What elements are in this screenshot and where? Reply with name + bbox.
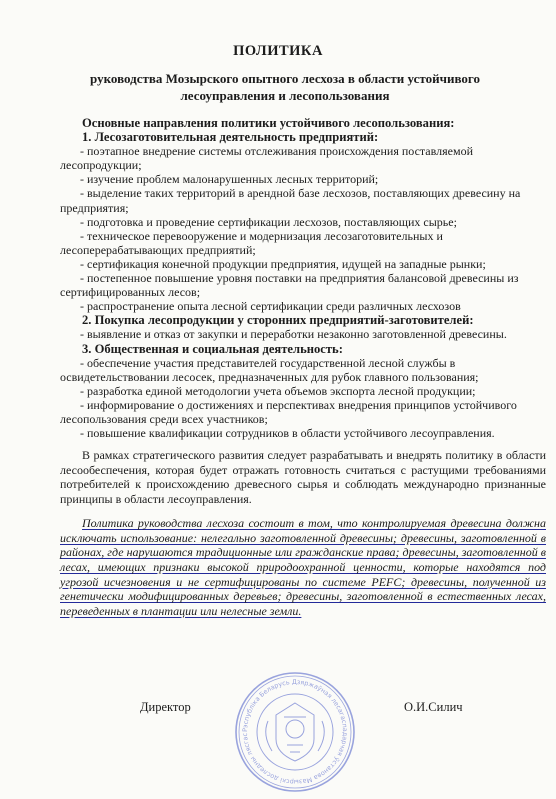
section-2-heading: 2. Покупка лесопродукции у сторонних предприятий-заготовителей: [82,313,474,328]
section-1-item: - изучение проблем малонарушенных лесных территорий; [80,172,379,187]
section-1-item: - техническое перевооружение и модернизация лесозаготовительных и лесоперерабатывающих предприятий; [60,228,443,257]
section-1-item: - постепенное повышение уровня поставки на предприятия балансовой древесины из сертифицированных лесов; [60,271,519,300]
stamp-text: Рэспубліка Беларусь Дзяржаўная лесагаспадарчая ўстанова Мазырскі доследны лясгас [240,677,350,787]
policy-statement-paragraph: Политика руководства лесхоза состоит в том, что контролируемая древесина должна исключать использование: нелегально заготовленной древесины; древесины, заготовленной в районах, где нарушаются традиционные или гражданские права; древесины, заготовленной в лесах, имеющих признаки высокой природоохранной ценности, которые находятся под угрозой исчезновения и не сертифицированы по системе PEFC; древесины, полученной из генетически модифицированных деревьев; древесины, заготовленной в естественных лесах, переведенных в плантации или нелесные земли. [60,516,546,618]
section-1-item: - выделение таких территорий в арендной базе лесхозов, поставляющих древесину на предприятия; [60,186,521,215]
main-heading: Основные направления политики устойчивого лесопользования: [82,116,455,130]
document-body [60,116,546,618]
section-3-item: - обеспечение участия представителей государственной лесной службы в освидетельствовании лесосек, предназначенных для рубок главного пользования; [60,355,479,384]
page-title: ПОЛИТИКА [233,43,323,59]
section-3-item: - повышение квалификации сотрудников в области устойчивого лесоуправления. [80,426,495,441]
section-2-item: - выявление и отказ от закупки и переработки незаконно заготовленной древесины. [80,327,507,342]
section-3-item: - разработка единой методологии учета объемов экспорта лесной продукции; [80,383,476,398]
section-1-item: - сертификация конечной продукции предприятия, идущей на западные рынки; [80,256,486,271]
section-3-heading: 3. Общественная и социальная деятельность: [82,341,343,356]
section-1-item: - распространение опыта лесной сертификации среди различных лесхозов [80,299,461,314]
signature-name: О.И.Силич [404,700,463,714]
strategy-paragraph: В рамках стратегического развития следует разрабатывать и внедрять политику в области лесообеспечения, которая будет отражать готовность считаться с растущими требованиями потребителей к происхождению древесного сырья и соблюдать международно признанные принципы в области лесоуправления. [60,448,546,506]
section-1-heading: 1. Лесозаготовительная деятельность предприятий: [82,130,379,145]
official-stamp-icon [232,669,358,795]
subtitle-line-2: лесоуправления и лесопользования [180,88,390,103]
subtitle-line-1: руководства Мозырского опытного лесхоза в области устойчивого [90,71,480,86]
signature-title: Директор [140,700,191,714]
section-1-item: - поэтапное внедрение системы отслеживания происхождения поставляемой лесопродукции; [60,144,473,173]
section-1-item: - подготовка и проведение сертификации лесхозов, поставляющих сырье; [80,214,457,229]
section-3-item: - информирование о достижениях и перспективах внедрения принципов устойчивого лесопользования среди всех участников; [60,397,517,426]
page-subtitle [70,70,500,104]
